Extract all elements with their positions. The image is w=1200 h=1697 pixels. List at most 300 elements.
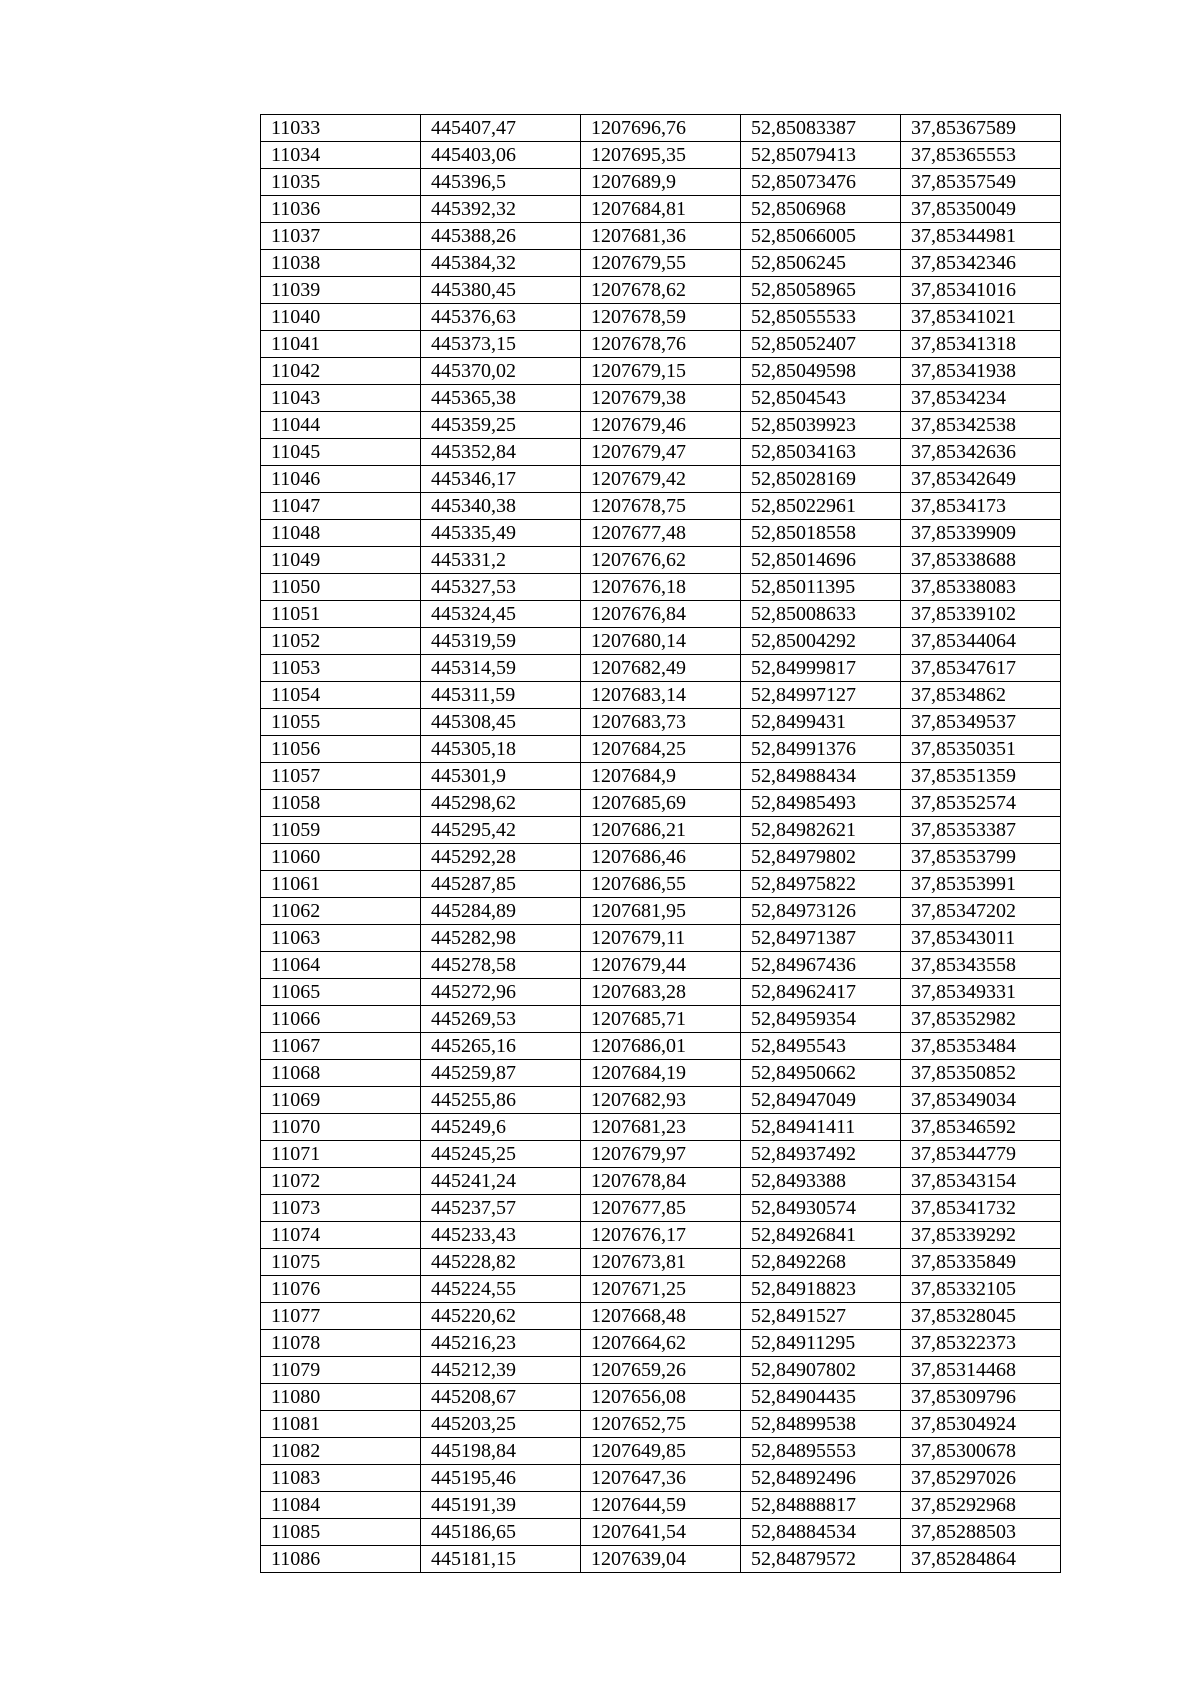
latitude-cell: 52,84899538 bbox=[741, 1411, 901, 1438]
latitude-cell: 52,85011395 bbox=[741, 574, 901, 601]
x-coordinate-cell: 445198,84 bbox=[421, 1438, 581, 1465]
latitude-cell: 52,8506968 bbox=[741, 196, 901, 223]
table-row bbox=[261, 115, 1061, 142]
x-coordinate-cell: 445396,5 bbox=[421, 169, 581, 196]
longitude-cell: 37,85352574 bbox=[901, 790, 1061, 817]
longitude-cell: 37,85342649 bbox=[901, 466, 1061, 493]
x-coordinate-cell: 445298,62 bbox=[421, 790, 581, 817]
table-row bbox=[261, 277, 1061, 304]
table-row bbox=[261, 1546, 1061, 1573]
point-number-cell: 11064 bbox=[261, 952, 421, 979]
latitude-cell: 52,84971387 bbox=[741, 925, 901, 952]
point-number-cell: 11050 bbox=[261, 574, 421, 601]
point-number-cell: 11062 bbox=[261, 898, 421, 925]
longitude-cell: 37,85314468 bbox=[901, 1357, 1061, 1384]
point-number-cell: 11063 bbox=[261, 925, 421, 952]
x-coordinate-cell: 445255,86 bbox=[421, 1087, 581, 1114]
table-row bbox=[261, 223, 1061, 250]
point-number-cell: 11071 bbox=[261, 1141, 421, 1168]
longitude-cell: 37,85353799 bbox=[901, 844, 1061, 871]
longitude-cell: 37,85353387 bbox=[901, 817, 1061, 844]
y-coordinate-cell: 1207673,81 bbox=[581, 1249, 741, 1276]
y-coordinate-cell: 1207678,84 bbox=[581, 1168, 741, 1195]
y-coordinate-cell: 1207683,14 bbox=[581, 682, 741, 709]
table-row bbox=[261, 682, 1061, 709]
latitude-cell: 52,84975822 bbox=[741, 871, 901, 898]
point-number-cell: 11055 bbox=[261, 709, 421, 736]
x-coordinate-cell: 445181,15 bbox=[421, 1546, 581, 1573]
latitude-cell: 52,84892496 bbox=[741, 1465, 901, 1492]
x-coordinate-cell: 445212,39 bbox=[421, 1357, 581, 1384]
latitude-cell: 52,85022961 bbox=[741, 493, 901, 520]
latitude-cell: 52,84988434 bbox=[741, 763, 901, 790]
y-coordinate-cell: 1207678,75 bbox=[581, 493, 741, 520]
longitude-cell: 37,85343558 bbox=[901, 952, 1061, 979]
table-row bbox=[261, 547, 1061, 574]
latitude-cell: 52,84907802 bbox=[741, 1357, 901, 1384]
longitude-cell: 37,85342636 bbox=[901, 439, 1061, 466]
x-coordinate-cell: 445359,25 bbox=[421, 412, 581, 439]
point-number-cell: 11038 bbox=[261, 250, 421, 277]
point-number-cell: 11058 bbox=[261, 790, 421, 817]
longitude-cell: 37,85342538 bbox=[901, 412, 1061, 439]
table-row bbox=[261, 1357, 1061, 1384]
latitude-cell: 52,84926841 bbox=[741, 1222, 901, 1249]
y-coordinate-cell: 1207682,49 bbox=[581, 655, 741, 682]
x-coordinate-cell: 445403,06 bbox=[421, 142, 581, 169]
table-row bbox=[261, 871, 1061, 898]
point-number-cell: 11080 bbox=[261, 1384, 421, 1411]
latitude-cell: 52,84959354 bbox=[741, 1006, 901, 1033]
y-coordinate-cell: 1207679,47 bbox=[581, 439, 741, 466]
longitude-cell: 37,85341318 bbox=[901, 331, 1061, 358]
latitude-cell: 52,84967436 bbox=[741, 952, 901, 979]
table-row bbox=[261, 493, 1061, 520]
point-number-cell: 11085 bbox=[261, 1519, 421, 1546]
y-coordinate-cell: 1207681,36 bbox=[581, 223, 741, 250]
point-number-cell: 11048 bbox=[261, 520, 421, 547]
y-coordinate-cell: 1207679,55 bbox=[581, 250, 741, 277]
longitude-cell: 37,85351359 bbox=[901, 763, 1061, 790]
y-coordinate-cell: 1207684,25 bbox=[581, 736, 741, 763]
y-coordinate-cell: 1207678,76 bbox=[581, 331, 741, 358]
y-coordinate-cell: 1207679,97 bbox=[581, 1141, 741, 1168]
longitude-cell: 37,85349537 bbox=[901, 709, 1061, 736]
x-coordinate-cell: 445191,39 bbox=[421, 1492, 581, 1519]
longitude-cell: 37,85338083 bbox=[901, 574, 1061, 601]
longitude-cell: 37,85344779 bbox=[901, 1141, 1061, 1168]
latitude-cell: 52,84962417 bbox=[741, 979, 901, 1006]
longitude-cell: 37,85350852 bbox=[901, 1060, 1061, 1087]
point-number-cell: 11081 bbox=[261, 1411, 421, 1438]
y-coordinate-cell: 1207652,75 bbox=[581, 1411, 741, 1438]
table-row bbox=[261, 385, 1061, 412]
coordinates-table-body bbox=[261, 115, 1061, 1573]
point-number-cell: 11046 bbox=[261, 466, 421, 493]
table-row bbox=[261, 574, 1061, 601]
y-coordinate-cell: 1207696,76 bbox=[581, 115, 741, 142]
table-row bbox=[261, 1060, 1061, 1087]
longitude-cell: 37,85341732 bbox=[901, 1195, 1061, 1222]
x-coordinate-cell: 445305,18 bbox=[421, 736, 581, 763]
x-coordinate-cell: 445186,65 bbox=[421, 1519, 581, 1546]
y-coordinate-cell: 1207684,81 bbox=[581, 196, 741, 223]
longitude-cell: 37,85322373 bbox=[901, 1330, 1061, 1357]
x-coordinate-cell: 445373,15 bbox=[421, 331, 581, 358]
longitude-cell: 37,85349034 bbox=[901, 1087, 1061, 1114]
longitude-cell: 37,85332105 bbox=[901, 1276, 1061, 1303]
longitude-cell: 37,85347617 bbox=[901, 655, 1061, 682]
latitude-cell: 52,84888817 bbox=[741, 1492, 901, 1519]
point-number-cell: 11068 bbox=[261, 1060, 421, 1087]
latitude-cell: 52,84918823 bbox=[741, 1276, 901, 1303]
longitude-cell: 37,85344064 bbox=[901, 628, 1061, 655]
point-number-cell: 11039 bbox=[261, 277, 421, 304]
table-row bbox=[261, 1249, 1061, 1276]
longitude-cell: 37,85343011 bbox=[901, 925, 1061, 952]
y-coordinate-cell: 1207682,93 bbox=[581, 1087, 741, 1114]
latitude-cell: 52,85018558 bbox=[741, 520, 901, 547]
table-row bbox=[261, 925, 1061, 952]
x-coordinate-cell: 445287,85 bbox=[421, 871, 581, 898]
x-coordinate-cell: 445331,2 bbox=[421, 547, 581, 574]
y-coordinate-cell: 1207679,11 bbox=[581, 925, 741, 952]
x-coordinate-cell: 445269,53 bbox=[421, 1006, 581, 1033]
point-number-cell: 11077 bbox=[261, 1303, 421, 1330]
latitude-cell: 52,85039923 bbox=[741, 412, 901, 439]
y-coordinate-cell: 1207683,73 bbox=[581, 709, 741, 736]
point-number-cell: 11065 bbox=[261, 979, 421, 1006]
y-coordinate-cell: 1207684,19 bbox=[581, 1060, 741, 1087]
latitude-cell: 52,85034163 bbox=[741, 439, 901, 466]
x-coordinate-cell: 445208,67 bbox=[421, 1384, 581, 1411]
x-coordinate-cell: 445195,46 bbox=[421, 1465, 581, 1492]
latitude-cell: 52,84973126 bbox=[741, 898, 901, 925]
table-row bbox=[261, 196, 1061, 223]
point-number-cell: 11037 bbox=[261, 223, 421, 250]
latitude-cell: 52,85079413 bbox=[741, 142, 901, 169]
x-coordinate-cell: 445216,23 bbox=[421, 1330, 581, 1357]
longitude-cell: 37,85339292 bbox=[901, 1222, 1061, 1249]
longitude-cell: 37,85341938 bbox=[901, 358, 1061, 385]
latitude-cell: 52,85014696 bbox=[741, 547, 901, 574]
y-coordinate-cell: 1207681,23 bbox=[581, 1114, 741, 1141]
y-coordinate-cell: 1207676,18 bbox=[581, 574, 741, 601]
point-number-cell: 11033 bbox=[261, 115, 421, 142]
table-row bbox=[261, 142, 1061, 169]
x-coordinate-cell: 445327,53 bbox=[421, 574, 581, 601]
x-coordinate-cell: 445284,89 bbox=[421, 898, 581, 925]
point-number-cell: 11086 bbox=[261, 1546, 421, 1573]
x-coordinate-cell: 445392,32 bbox=[421, 196, 581, 223]
x-coordinate-cell: 445265,16 bbox=[421, 1033, 581, 1060]
y-coordinate-cell: 1207678,62 bbox=[581, 277, 741, 304]
table-row bbox=[261, 1330, 1061, 1357]
table-row bbox=[261, 169, 1061, 196]
longitude-cell: 37,85344981 bbox=[901, 223, 1061, 250]
x-coordinate-cell: 445308,45 bbox=[421, 709, 581, 736]
longitude-cell: 37,85304924 bbox=[901, 1411, 1061, 1438]
longitude-cell: 37,85352982 bbox=[901, 1006, 1061, 1033]
latitude-cell: 52,84879572 bbox=[741, 1546, 901, 1573]
y-coordinate-cell: 1207686,01 bbox=[581, 1033, 741, 1060]
longitude-cell: 37,85284864 bbox=[901, 1546, 1061, 1573]
point-number-cell: 11035 bbox=[261, 169, 421, 196]
table-row bbox=[261, 466, 1061, 493]
longitude-cell: 37,8534862 bbox=[901, 682, 1061, 709]
latitude-cell: 52,84997127 bbox=[741, 682, 901, 709]
table-row bbox=[261, 1033, 1061, 1060]
longitude-cell: 37,85365553 bbox=[901, 142, 1061, 169]
table-row bbox=[261, 1276, 1061, 1303]
latitude-cell: 52,85083387 bbox=[741, 115, 901, 142]
y-coordinate-cell: 1207683,28 bbox=[581, 979, 741, 1006]
point-number-cell: 11060 bbox=[261, 844, 421, 871]
point-number-cell: 11040 bbox=[261, 304, 421, 331]
longitude-cell: 37,85353484 bbox=[901, 1033, 1061, 1060]
point-number-cell: 11056 bbox=[261, 736, 421, 763]
table-row bbox=[261, 1195, 1061, 1222]
point-number-cell: 11059 bbox=[261, 817, 421, 844]
longitude-cell: 37,85350351 bbox=[901, 736, 1061, 763]
table-row bbox=[261, 709, 1061, 736]
point-number-cell: 11047 bbox=[261, 493, 421, 520]
latitude-cell: 52,84930574 bbox=[741, 1195, 901, 1222]
x-coordinate-cell: 445346,17 bbox=[421, 466, 581, 493]
latitude-cell: 52,84911295 bbox=[741, 1330, 901, 1357]
latitude-cell: 52,84991376 bbox=[741, 736, 901, 763]
x-coordinate-cell: 445324,45 bbox=[421, 601, 581, 628]
longitude-cell: 37,85341016 bbox=[901, 277, 1061, 304]
point-number-cell: 11034 bbox=[261, 142, 421, 169]
table-row bbox=[261, 331, 1061, 358]
point-number-cell: 11072 bbox=[261, 1168, 421, 1195]
table-row bbox=[261, 250, 1061, 277]
latitude-cell: 52,85004292 bbox=[741, 628, 901, 655]
y-coordinate-cell: 1207639,04 bbox=[581, 1546, 741, 1573]
x-coordinate-cell: 445376,63 bbox=[421, 304, 581, 331]
x-coordinate-cell: 445352,84 bbox=[421, 439, 581, 466]
longitude-cell: 37,85357549 bbox=[901, 169, 1061, 196]
table-row bbox=[261, 1303, 1061, 1330]
point-number-cell: 11054 bbox=[261, 682, 421, 709]
y-coordinate-cell: 1207641,54 bbox=[581, 1519, 741, 1546]
x-coordinate-cell: 445388,26 bbox=[421, 223, 581, 250]
longitude-cell: 37,85292968 bbox=[901, 1492, 1061, 1519]
x-coordinate-cell: 445220,62 bbox=[421, 1303, 581, 1330]
longitude-cell: 37,85297026 bbox=[901, 1465, 1061, 1492]
y-coordinate-cell: 1207686,21 bbox=[581, 817, 741, 844]
longitude-cell: 37,85339102 bbox=[901, 601, 1061, 628]
point-number-cell: 11067 bbox=[261, 1033, 421, 1060]
x-coordinate-cell: 445311,59 bbox=[421, 682, 581, 709]
longitude-cell: 37,85288503 bbox=[901, 1519, 1061, 1546]
y-coordinate-cell: 1207695,35 bbox=[581, 142, 741, 169]
point-number-cell: 11061 bbox=[261, 871, 421, 898]
point-number-cell: 11044 bbox=[261, 412, 421, 439]
point-number-cell: 11036 bbox=[261, 196, 421, 223]
y-coordinate-cell: 1207659,26 bbox=[581, 1357, 741, 1384]
x-coordinate-cell: 445384,32 bbox=[421, 250, 581, 277]
latitude-cell: 52,84950662 bbox=[741, 1060, 901, 1087]
x-coordinate-cell: 445233,43 bbox=[421, 1222, 581, 1249]
x-coordinate-cell: 445380,45 bbox=[421, 277, 581, 304]
table-row bbox=[261, 439, 1061, 466]
x-coordinate-cell: 445335,49 bbox=[421, 520, 581, 547]
y-coordinate-cell: 1207679,42 bbox=[581, 466, 741, 493]
y-coordinate-cell: 1207676,62 bbox=[581, 547, 741, 574]
latitude-cell: 52,84904435 bbox=[741, 1384, 901, 1411]
latitude-cell: 52,84941411 bbox=[741, 1114, 901, 1141]
table-row bbox=[261, 520, 1061, 547]
latitude-cell: 52,8491527 bbox=[741, 1303, 901, 1330]
y-coordinate-cell: 1207656,08 bbox=[581, 1384, 741, 1411]
y-coordinate-cell: 1207644,59 bbox=[581, 1492, 741, 1519]
y-coordinate-cell: 1207671,25 bbox=[581, 1276, 741, 1303]
longitude-cell: 37,85353991 bbox=[901, 871, 1061, 898]
longitude-cell: 37,85350049 bbox=[901, 196, 1061, 223]
table-row bbox=[261, 898, 1061, 925]
table-row bbox=[261, 1087, 1061, 1114]
y-coordinate-cell: 1207681,95 bbox=[581, 898, 741, 925]
y-coordinate-cell: 1207680,14 bbox=[581, 628, 741, 655]
table-row bbox=[261, 628, 1061, 655]
longitude-cell: 37,85309796 bbox=[901, 1384, 1061, 1411]
longitude-cell: 37,85328045 bbox=[901, 1303, 1061, 1330]
y-coordinate-cell: 1207686,55 bbox=[581, 871, 741, 898]
table-row bbox=[261, 1519, 1061, 1546]
y-coordinate-cell: 1207685,71 bbox=[581, 1006, 741, 1033]
point-number-cell: 11051 bbox=[261, 601, 421, 628]
longitude-cell: 37,85342346 bbox=[901, 250, 1061, 277]
y-coordinate-cell: 1207664,62 bbox=[581, 1330, 741, 1357]
x-coordinate-cell: 445237,57 bbox=[421, 1195, 581, 1222]
point-number-cell: 11069 bbox=[261, 1087, 421, 1114]
latitude-cell: 52,85049598 bbox=[741, 358, 901, 385]
point-number-cell: 11075 bbox=[261, 1249, 421, 1276]
longitude-cell: 37,85341021 bbox=[901, 304, 1061, 331]
table-row bbox=[261, 1438, 1061, 1465]
point-number-cell: 11079 bbox=[261, 1357, 421, 1384]
latitude-cell: 52,84985493 bbox=[741, 790, 901, 817]
x-coordinate-cell: 445241,24 bbox=[421, 1168, 581, 1195]
table-row bbox=[261, 979, 1061, 1006]
y-coordinate-cell: 1207686,46 bbox=[581, 844, 741, 871]
longitude-cell: 37,85347202 bbox=[901, 898, 1061, 925]
latitude-cell: 52,84884534 bbox=[741, 1519, 901, 1546]
latitude-cell: 52,85008633 bbox=[741, 601, 901, 628]
x-coordinate-cell: 445224,55 bbox=[421, 1276, 581, 1303]
point-number-cell: 11074 bbox=[261, 1222, 421, 1249]
y-coordinate-cell: 1207647,36 bbox=[581, 1465, 741, 1492]
table-row bbox=[261, 304, 1061, 331]
point-number-cell: 11053 bbox=[261, 655, 421, 682]
x-coordinate-cell: 445203,25 bbox=[421, 1411, 581, 1438]
longitude-cell: 37,85349331 bbox=[901, 979, 1061, 1006]
y-coordinate-cell: 1207677,48 bbox=[581, 520, 741, 547]
point-number-cell: 11070 bbox=[261, 1114, 421, 1141]
point-number-cell: 11052 bbox=[261, 628, 421, 655]
longitude-cell: 37,85335849 bbox=[901, 1249, 1061, 1276]
longitude-cell: 37,85343154 bbox=[901, 1168, 1061, 1195]
y-coordinate-cell: 1207668,48 bbox=[581, 1303, 741, 1330]
latitude-cell: 52,85058965 bbox=[741, 277, 901, 304]
point-number-cell: 11084 bbox=[261, 1492, 421, 1519]
coordinates-table bbox=[260, 114, 1061, 1573]
latitude-cell: 52,8493388 bbox=[741, 1168, 901, 1195]
table-row bbox=[261, 601, 1061, 628]
longitude-cell: 37,85300678 bbox=[901, 1438, 1061, 1465]
x-coordinate-cell: 445245,25 bbox=[421, 1141, 581, 1168]
longitude-cell: 37,85338688 bbox=[901, 547, 1061, 574]
latitude-cell: 52,85066005 bbox=[741, 223, 901, 250]
latitude-cell: 52,8495543 bbox=[741, 1033, 901, 1060]
x-coordinate-cell: 445340,38 bbox=[421, 493, 581, 520]
table-row bbox=[261, 763, 1061, 790]
x-coordinate-cell: 445292,28 bbox=[421, 844, 581, 871]
table-row bbox=[261, 1114, 1061, 1141]
y-coordinate-cell: 1207689,9 bbox=[581, 169, 741, 196]
y-coordinate-cell: 1207685,69 bbox=[581, 790, 741, 817]
latitude-cell: 52,84979802 bbox=[741, 844, 901, 871]
x-coordinate-cell: 445370,02 bbox=[421, 358, 581, 385]
y-coordinate-cell: 1207676,17 bbox=[581, 1222, 741, 1249]
y-coordinate-cell: 1207679,46 bbox=[581, 412, 741, 439]
latitude-cell: 52,85073476 bbox=[741, 169, 901, 196]
y-coordinate-cell: 1207677,85 bbox=[581, 1195, 741, 1222]
latitude-cell: 52,84999817 bbox=[741, 655, 901, 682]
table-row bbox=[261, 1168, 1061, 1195]
longitude-cell: 37,85346592 bbox=[901, 1114, 1061, 1141]
point-number-cell: 11066 bbox=[261, 1006, 421, 1033]
table-row bbox=[261, 817, 1061, 844]
x-coordinate-cell: 445272,96 bbox=[421, 979, 581, 1006]
table-row bbox=[261, 1465, 1061, 1492]
x-coordinate-cell: 445228,82 bbox=[421, 1249, 581, 1276]
point-number-cell: 11082 bbox=[261, 1438, 421, 1465]
point-number-cell: 11076 bbox=[261, 1276, 421, 1303]
x-coordinate-cell: 445295,42 bbox=[421, 817, 581, 844]
y-coordinate-cell: 1207679,38 bbox=[581, 385, 741, 412]
x-coordinate-cell: 445278,58 bbox=[421, 952, 581, 979]
x-coordinate-cell: 445319,59 bbox=[421, 628, 581, 655]
table-row bbox=[261, 736, 1061, 763]
latitude-cell: 52,84982621 bbox=[741, 817, 901, 844]
longitude-cell: 37,8534234 bbox=[901, 385, 1061, 412]
table-row bbox=[261, 844, 1061, 871]
x-coordinate-cell: 445301,9 bbox=[421, 763, 581, 790]
table-row bbox=[261, 358, 1061, 385]
point-number-cell: 11042 bbox=[261, 358, 421, 385]
point-number-cell: 11073 bbox=[261, 1195, 421, 1222]
table-row bbox=[261, 1141, 1061, 1168]
latitude-cell: 52,8506245 bbox=[741, 250, 901, 277]
latitude-cell: 52,84947049 bbox=[741, 1087, 901, 1114]
table-row bbox=[261, 1006, 1061, 1033]
latitude-cell: 52,84895553 bbox=[741, 1438, 901, 1465]
point-number-cell: 11049 bbox=[261, 547, 421, 574]
longitude-cell: 37,8534173 bbox=[901, 493, 1061, 520]
latitude-cell: 52,8499431 bbox=[741, 709, 901, 736]
point-number-cell: 11041 bbox=[261, 331, 421, 358]
y-coordinate-cell: 1207679,15 bbox=[581, 358, 741, 385]
point-number-cell: 11083 bbox=[261, 1465, 421, 1492]
point-number-cell: 11045 bbox=[261, 439, 421, 466]
x-coordinate-cell: 445249,6 bbox=[421, 1114, 581, 1141]
x-coordinate-cell: 445314,59 bbox=[421, 655, 581, 682]
y-coordinate-cell: 1207678,59 bbox=[581, 304, 741, 331]
latitude-cell: 52,85028169 bbox=[741, 466, 901, 493]
